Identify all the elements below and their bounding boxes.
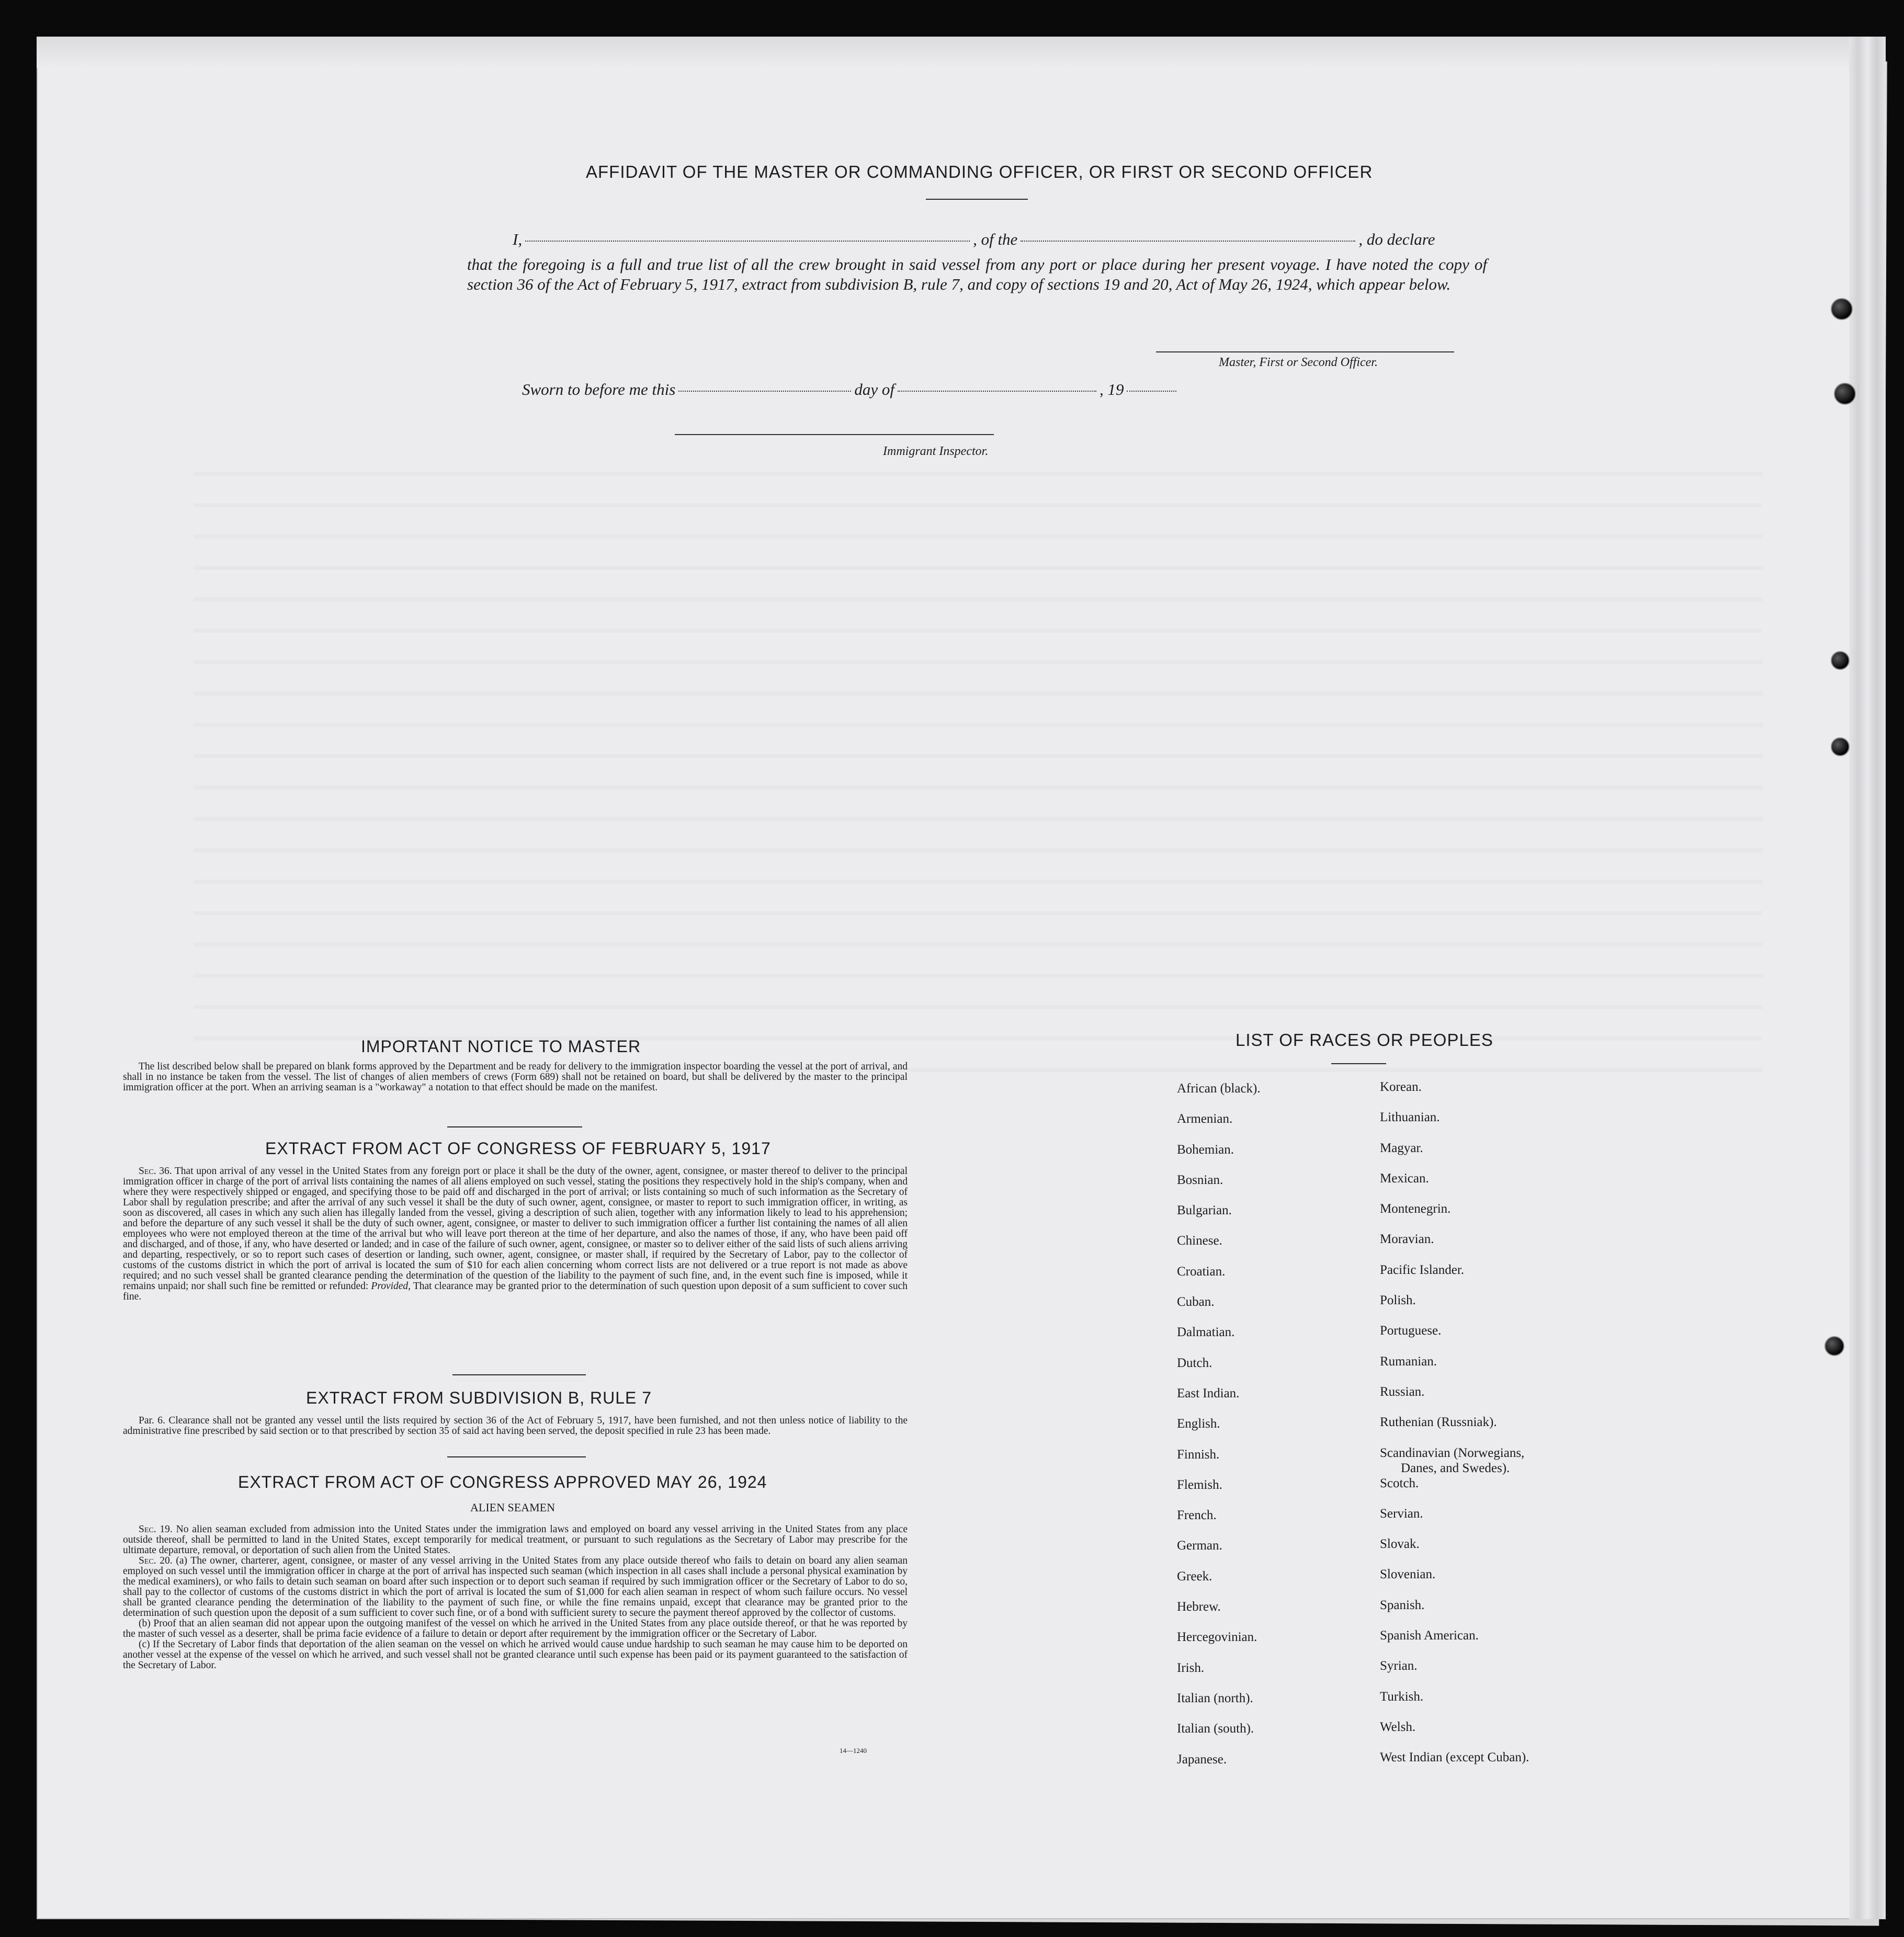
section-divider: [447, 1126, 582, 1127]
inspector-signature-line[interactable]: [675, 434, 994, 435]
races-left-column: [1177, 1081, 1261, 1783]
sec-36-text: That upon arrival of any vessel in the United States from any foreign port or place it shall be the duty of the owner, agent, consignee, or master thereof to deliver to the principal immigration officer in charge of the port of arrival lists containing the names of all aliens employed on such vessel, stating the positions they respectively hold in the ship's company, when and where they were respectively shipped or engaged, and specifying those to be paid off and discharged in the port of arrival; or lists containing so much of such information as the Secretary of Labor shall by regulation prescribe; and after the arrival of any such vessel it shall be the duty of such owner, agent, consignee, or master to report to such immigration officer, in writing, as soon as discovered, all cases in which any such alien has illegally landed from the vessel, giving a description of such alien, together with any information likely to lead to his apprehension; and before the departure of any such vessel it shall be the duty of such owner, agent, consignee, or master to deliver to such immigration officer a further list containing the names of all alien employees who were not employed thereon at the time of the arrival but who will leave port thereon at the time of her departure, and also the names of those, if any, who have been paid off and discharged, and of those, if any, who have deserted or landed; and in case of the failure of such owner, agent, consignee, or master so to deliver either of the said lists of such aliens arriving and departing, respectively, or so to report such cases of desertion or landing, such owner, agent, consignee, or master shall, if required by the Secretary of Labor, pay to the collector of customs of the customs district in which the port of arrival is located the sum of $10 for each alien concerning whom correct lists are not delivered or a true report is not made as above required; and no such vessel shall be granted clearance pending the determination of the question of the liability to the payment of such fine, and, in the event such fine is imposed, while it remains unpaid; nor shall such fine be remitted or refunded:: [123, 1166, 908, 1292]
section-divider: [447, 1456, 586, 1457]
affidavit-title: AFFIDAVIT OF THE MASTER OR COMMANDING OFFICER, OR FIRST OR SECOND OFFICER: [586, 162, 1373, 181]
sworn-prefix: Sworn to before me this: [522, 380, 676, 398]
officer-signature-line[interactable]: [1156, 351, 1454, 352]
race-item: East Indian.: [1177, 1386, 1240, 1400]
notice-paragraph: The list described below shall be prepared on blank forms approved by the Department and be ready for delivery to the immigration inspector boarding the vessel at the port of arrival, and shall in no instance be taken from the vessel. The list of changes of alien members of crews (Form 689) shall not be retained on board, but shall be delivered by the master to the principal immigration officer at the port. When an arriving seaman is a "workaway" a notation to that effect should be made on the manifest.: [123, 1061, 908, 1093]
race-item: Japanese.: [1177, 1752, 1227, 1767]
binder-hole-icon: [1824, 1336, 1844, 1356]
race-item: Bosnian.: [1177, 1172, 1223, 1187]
race-item: English.: [1177, 1417, 1220, 1431]
race-item: Korean.: [1380, 1080, 1422, 1094]
notice-title: IMPORTANT NOTICE TO MASTER: [361, 1037, 641, 1056]
race-item: Scandinavian (Norwegians,: [1380, 1445, 1525, 1460]
affidavit-title-rule: [926, 199, 1028, 200]
sec-19-text: No alien seaman excluded from admission into the United States under the immigration laws and employed on board any vessel arriving in the United States from any place outside thereof, shall be permitted to land in the United States, except temporarily for medical treatment, or pursuant to such regulations as the Secretary of Labor may prescribe for the ultimate departure, removal, or deportation of such alien from the United States.: [123, 1524, 908, 1556]
binder-hole-icon: [1831, 737, 1850, 756]
sworn-line: [522, 380, 1180, 399]
inspector-signature-caption: Immigrant Inspector.: [883, 445, 989, 458]
sworn-year-prefix: , 19: [1099, 380, 1124, 398]
sworn-year-field[interactable]: [1127, 390, 1176, 392]
race-item: Welsh.: [1380, 1719, 1416, 1734]
races-title: LIST OF RACES OR PEOPLES: [1236, 1030, 1493, 1050]
race-item: German.: [1177, 1539, 1222, 1553]
race-item: Lithuanian.: [1380, 1110, 1440, 1125]
race-item: Finnish.: [1177, 1447, 1220, 1462]
binder-hole-icon: [1834, 383, 1856, 405]
race-item: Dalmatian.: [1177, 1325, 1235, 1340]
rule7-paragraph: Par. 6. Clearance shall not be granted any vessel until the lists required by section 36 of the Act of February 5, 1917, have been furnished, and not then unless notice of liability to the administrative fine prescribed by said section or to that prescribed by section 35 of said act having been served, the deposit specified in rule 23 has been made.: [123, 1415, 908, 1437]
declare-suffix: , do declare: [1358, 230, 1435, 248]
extract-1924-text: [123, 1524, 908, 1671]
sworn-month-field[interactable]: [898, 390, 1096, 392]
race-item: Croatian.: [1177, 1264, 1226, 1279]
race-item: Italian (south).: [1177, 1722, 1254, 1736]
races-title-rule: [1331, 1063, 1386, 1064]
race-item: Hebrew.: [1177, 1600, 1221, 1614]
race-item: Servian.: [1380, 1506, 1423, 1521]
alien-seamen-subtitle: ALIEN SEAMEN: [470, 1501, 555, 1514]
vessel-prefix: , of the: [973, 230, 1018, 248]
page-right-edge: [1849, 37, 1886, 1919]
extract-1917-text: [123, 1166, 908, 1302]
extract-rule7-text: [123, 1416, 908, 1437]
race-item: Greek.: [1177, 1569, 1212, 1583]
proviso-label: Provided,: [371, 1281, 411, 1292]
race-item: Ruthenian (Russniak).: [1380, 1415, 1497, 1430]
extract-rule7-title: EXTRACT FROM SUBDIVISION B, RULE 7: [306, 1388, 652, 1407]
sec-20b-text: (b) Proof that an alien seaman did not appear upon the outgoing manifest of the vessel on which he arrived in the United States from any place outside thereof, or that he was reported by the master of such vessel as a deserter, shall be prima facie evidence of a failure to detain or deport after requirement by the immigration officer or the Secretary of Labor.: [123, 1618, 908, 1639]
notice-text: [123, 1062, 908, 1093]
race-item: Russian.: [1380, 1384, 1425, 1399]
sec-20c-text: (c) If the Secretary of Labor finds that deportation of the alien seaman on the vessel on which he arrived would cause undue hardship to such seaman he may cause him to be deported on another vessel at the expense of the vessel on which he arrived, and such vessel shall not be granted clearance until such expense has been paid or its payment guaranteed to the satisfaction of the Secretary of Labor.: [123, 1639, 908, 1671]
declaration-line: [513, 230, 1435, 249]
form-number: 14—1240: [840, 1747, 867, 1754]
race-item: Bohemian.: [1177, 1142, 1234, 1157]
race-item: Spanish.: [1380, 1598, 1425, 1612]
race-item: Italian (north).: [1177, 1691, 1253, 1705]
race-item: French.: [1177, 1508, 1217, 1523]
bleed-through-shading: [194, 445, 1763, 1072]
race-item: Dutch.: [1177, 1355, 1212, 1370]
race-item: Portuguese.: [1380, 1324, 1442, 1338]
race-item: Scotch.: [1380, 1476, 1419, 1490]
race-item: African (black).: [1177, 1081, 1261, 1096]
section-divider: [452, 1374, 586, 1375]
race-item: Hercegovinian.: [1177, 1630, 1257, 1645]
race-item: Bulgarian.: [1177, 1203, 1232, 1218]
declarant-prefix: I,: [513, 230, 523, 248]
races-right-column: [1380, 1080, 1529, 1781]
vessel-name-field[interactable]: [1021, 240, 1355, 242]
race-item: Turkish.: [1380, 1689, 1424, 1704]
page-top-edge: [37, 37, 1886, 68]
race-item: Slovenian.: [1380, 1567, 1436, 1582]
race-item: Cuban.: [1177, 1295, 1215, 1309]
proviso-text: That clearance may be granted prior to the determination of such question upon deposit of a sum sufficient to cover such fine.: [123, 1281, 908, 1302]
race-item: Montenegrin.: [1380, 1202, 1451, 1216]
race-item: Rumanian.: [1380, 1354, 1437, 1369]
affidavit-body: that the foregoing is a full and true list of all the crew brought in said vessel from any port or place during her present voyage. I have noted the copy of section 36 of the Act of February 5, 1917, extract from subdivision B, rule 7, and copy of sections 19 and 20, Act of May 26, 1924, which appear below.: [467, 255, 1487, 293]
sec-20a-text: (a) The owner, charterer, agent, consignee, or master of any vessel arriving in the United States from any place outside thereof who fails to detain on board any alien seaman employed on such vessel until the immigration officer in charge at the port of arrival has inspected such seaman (which inspection in all cases shall include a personal physical examination by the medical examiners), or who fails to detain such seaman on board after such inspection or to deport such seaman if required by such immigration officer or the Secretary of Labor to do so, shall pay to the collector of customs of the customs district in which the port of arrival is located the sum of $1,000 for each alien seaman in respect of whom such failure occurs. No vessel shall be granted clearance pending the determination of the liability to the payment of such fine, or while the fine remains unpaid, except that clearance may be granted prior to the determination of such question upon the deposit of a sum sufficient to cover such fine, or of a bond with sufficient surety to secure the payment thereof approved by the collector of customs.: [123, 1555, 908, 1619]
race-item: Magyar.: [1380, 1141, 1423, 1155]
race-item: Chinese.: [1177, 1234, 1222, 1248]
race-item: Mexican.: [1380, 1171, 1429, 1186]
sec-36-label: Sec. 36.: [139, 1166, 172, 1177]
binder-hole-icon: [1831, 298, 1853, 320]
sec-19-label: Sec. 19.: [139, 1524, 173, 1535]
race-item: West Indian (except Cuban).: [1380, 1750, 1529, 1765]
extract-1924-title: EXTRACT FROM ACT OF CONGRESS APPROVED MAY 26, 1924: [238, 1473, 767, 1491]
race-item: Polish.: [1380, 1293, 1416, 1308]
race-item: Pacific Islander.: [1380, 1262, 1465, 1277]
sworn-day-of: day of: [854, 380, 894, 398]
binder-hole-icon: [1831, 651, 1850, 670]
sworn-day-field[interactable]: [678, 390, 851, 392]
race-item: Danes, and Swedes).: [1401, 1461, 1510, 1475]
race-item: Slovak.: [1380, 1537, 1420, 1552]
officer-signature-caption: Master, First or Second Officer.: [1219, 356, 1378, 369]
race-item: Spanish American.: [1380, 1628, 1479, 1643]
race-item: Armenian.: [1177, 1112, 1233, 1126]
extract-1917-title: EXTRACT FROM ACT OF CONGRESS OF FEBRUARY 5, 1917: [265, 1139, 771, 1158]
race-item: Syrian.: [1380, 1659, 1418, 1673]
race-item: Flemish.: [1177, 1477, 1222, 1492]
race-item: Irish.: [1177, 1660, 1205, 1675]
race-item: Moravian.: [1380, 1232, 1434, 1247]
sec-20-label: Sec. 20.: [139, 1555, 173, 1566]
declarant-name-field[interactable]: [525, 240, 970, 242]
